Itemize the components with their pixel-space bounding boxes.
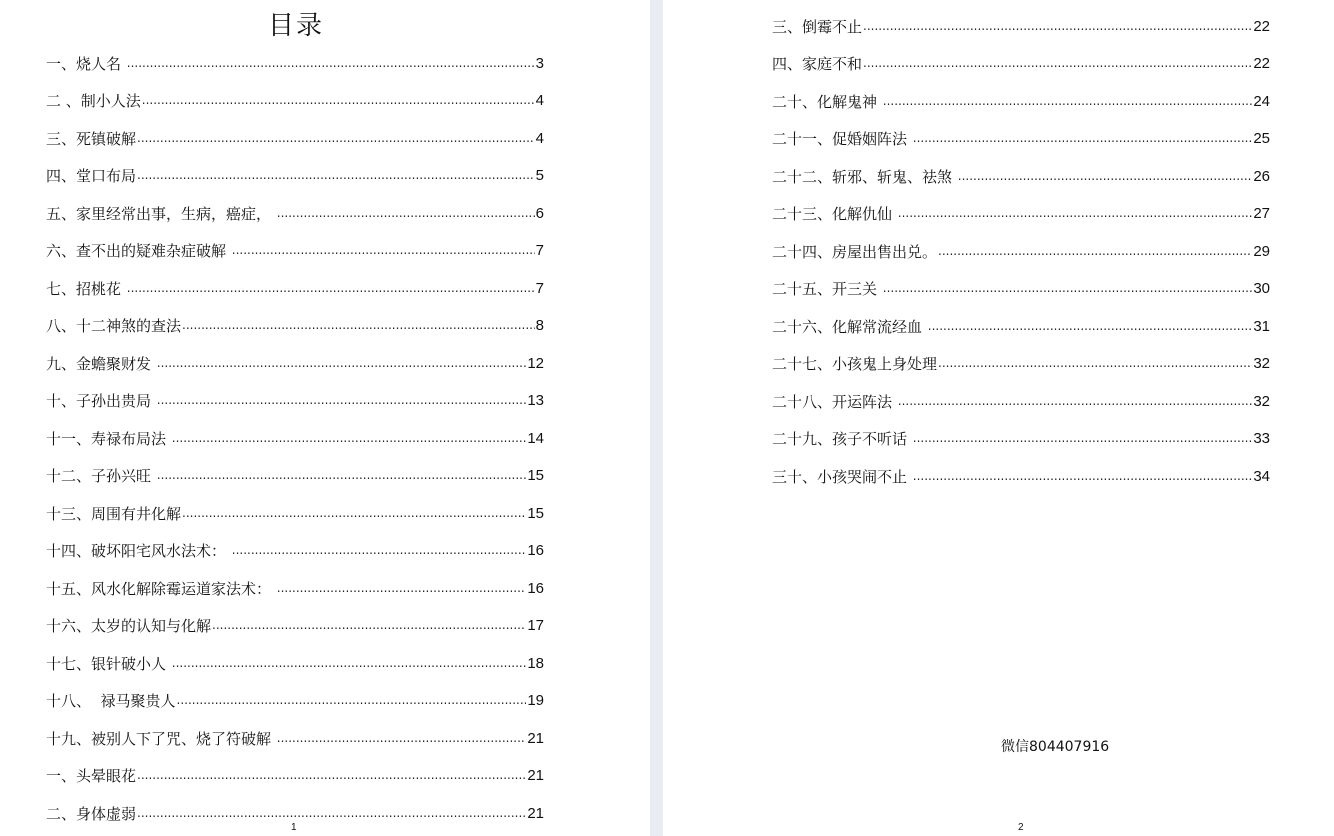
toc-entry[interactable]	[46, 75, 544, 113]
toc-entry-page: 16	[527, 579, 544, 597]
toc-leader-dots	[157, 466, 527, 484]
toc-entry-page: 22	[1253, 55, 1270, 72]
toc-entry[interactable]	[772, 300, 1270, 338]
toc-entry[interactable]	[772, 113, 1270, 151]
toc-entry[interactable]	[46, 375, 544, 413]
toc-entry-page: 4	[535, 92, 544, 109]
toc-entry-label: 二十七、小孩鬼上身处理	[772, 355, 938, 373]
toc-entry[interactable]	[46, 750, 544, 788]
toc-entry-page: 31	[1253, 317, 1270, 335]
toc-entry-label: 十八、 禄马聚贵人	[46, 692, 176, 710]
toc-leader-dots	[277, 204, 535, 222]
toc-entry-page: 19	[527, 692, 544, 709]
toc-leader-dots	[137, 129, 535, 147]
page-gutter	[650, 0, 663, 836]
toc-entry-page: 21	[527, 767, 544, 784]
toc-leader-dots	[883, 92, 1253, 110]
toc-entry[interactable]	[772, 263, 1270, 301]
toc-entry[interactable]	[46, 450, 544, 488]
toc-entry-page: 34	[1253, 467, 1270, 485]
toc-entry-label: 十五、风水化解除霉运道家法术：	[46, 579, 276, 598]
toc-entry-label: 二十六、化解常流经血	[772, 317, 927, 336]
toc-entry-page: 3	[535, 54, 544, 72]
toc-entry[interactable]	[46, 562, 544, 600]
toc-entry-page: 33	[1253, 430, 1270, 447]
toc-entry[interactable]	[772, 375, 1270, 413]
toc-entry[interactable]	[772, 225, 1270, 263]
toc-leader-dots	[182, 504, 526, 522]
toc-leader-dots	[863, 17, 1252, 35]
toc-entry-page: 7	[535, 242, 544, 259]
toc-leader-dots	[277, 729, 527, 747]
toc-entry-page: 24	[1253, 92, 1270, 110]
toc-leader-dots	[142, 91, 535, 109]
toc-entry-label: 三、倒霉不止	[772, 17, 863, 36]
toc-entry[interactable]	[46, 525, 544, 563]
toc-leader-dots	[883, 279, 1253, 297]
toc-entry-page: 16	[527, 542, 544, 559]
toc-leader-dots	[172, 654, 527, 672]
toc-entry-page: 4	[535, 129, 544, 147]
toc-leader-dots	[157, 354, 527, 372]
toc-leader-dots	[177, 691, 527, 709]
toc-leader-dots	[863, 54, 1252, 72]
toc-leader-dots	[277, 579, 527, 597]
toc-entry-label: 十二、子孙兴旺	[46, 467, 156, 485]
toc-entry[interactable]	[772, 38, 1270, 76]
page-number: 1	[291, 822, 297, 833]
toc-entry[interactable]	[46, 712, 544, 750]
toc-entry-page: 17	[527, 617, 544, 634]
toc-leader-dots	[898, 204, 1253, 222]
toc-entry-page: 7	[535, 279, 544, 297]
toc-entry[interactable]	[46, 187, 544, 225]
toc-entry-label: 九、金蟾聚财发	[46, 354, 156, 373]
toc-leader-dots	[913, 129, 1253, 147]
wechat-note: 微信804407916	[1001, 739, 1110, 755]
toc-entry-label: 二十二、斩邪、斩鬼、祛煞	[772, 167, 957, 186]
toc-entry[interactable]	[46, 787, 544, 825]
toc-entry[interactable]	[772, 0, 1270, 38]
toc-list-left	[46, 37, 544, 825]
toc-entry[interactable]	[46, 262, 544, 300]
toc-entry-label: 二 、制小人法	[46, 92, 141, 110]
toc-entry-label: 十七、银针破小人	[46, 654, 171, 673]
document-page-2	[663, 0, 1334, 836]
toc-entry[interactable]	[772, 188, 1270, 226]
toc-entry[interactable]	[772, 75, 1270, 113]
document-page-1	[0, 0, 650, 836]
toc-entry-label: 二十九、孩子不听话	[772, 430, 912, 448]
toc-entry[interactable]	[46, 337, 544, 375]
toc-entry[interactable]	[772, 338, 1270, 376]
toc-leader-dots	[212, 616, 526, 634]
toc-entry-label: 十四、破坏阳宅风水法术：	[46, 542, 231, 560]
toc-entry-label: 二、身体虚弱	[46, 804, 137, 823]
toc-leader-dots	[137, 804, 526, 822]
toc-entry-page: 27	[1253, 205, 1270, 222]
toc-entry-page: 18	[527, 654, 544, 672]
toc-entry[interactable]	[46, 637, 544, 675]
toc-entry[interactable]	[46, 112, 544, 150]
toc-entry-label: 三十、小孩哭闹不止	[772, 467, 912, 486]
toc-entry[interactable]	[46, 487, 544, 525]
toc-entry-label: 十一、寿禄布局法	[46, 429, 171, 448]
toc-entry-label: 四、堂口布局	[46, 167, 137, 185]
toc-leader-dots	[913, 467, 1253, 485]
toc-entry-label: 二十四、房屋出售出兑。	[772, 242, 938, 261]
toc-entry[interactable]	[772, 450, 1270, 488]
toc-entry[interactable]	[46, 225, 544, 263]
toc-leader-dots	[172, 429, 527, 447]
toc-entry-label: 四、家庭不和	[772, 55, 863, 73]
toc-entry[interactable]	[46, 300, 544, 338]
toc-entry-label: 八、十二神煞的查法	[46, 317, 182, 335]
toc-entry-label: 一、头晕眼花	[46, 767, 137, 785]
toc-entry-label: 七、招桃花	[46, 279, 126, 298]
toc-entry-label: 十、子孙出贵局	[46, 392, 156, 410]
toc-entry-page: 21	[527, 804, 544, 822]
toc-entry-label: 二十八、开运阵法	[772, 392, 897, 411]
toc-leader-dots	[182, 316, 535, 334]
toc-entry-page: 6	[535, 204, 544, 222]
toc-leader-dots	[127, 54, 535, 72]
toc-entry-label: 六、查不出的疑难杂症破解	[46, 242, 231, 260]
toc-entry-page: 29	[1253, 242, 1270, 260]
toc-entry[interactable]	[46, 37, 544, 75]
toc-entry-label: 三、死镇破解	[46, 129, 137, 148]
toc-entry-page: 15	[527, 504, 544, 522]
toc-entry[interactable]	[46, 600, 544, 638]
toc-entry-label: 五、家里经常出事，生病，癌症，	[46, 204, 276, 223]
toc-entry[interactable]	[46, 412, 544, 450]
toc-leader-dots	[938, 354, 1252, 372]
toc-leader-dots	[958, 167, 1253, 185]
toc-leader-dots	[127, 279, 535, 297]
toc-entry-label: 一、烧人名	[46, 54, 126, 73]
toc-entry[interactable]	[46, 675, 544, 713]
toc-list-right	[772, 0, 1270, 488]
toc-leader-dots	[137, 166, 535, 184]
toc-entry-page: 15	[527, 467, 544, 484]
toc-entry-label: 二十三、化解仇仙	[772, 205, 897, 223]
toc-leader-dots	[232, 541, 527, 559]
toc-entry-page: 30	[1253, 280, 1270, 297]
toc-entry-label: 二十、化解鬼神	[772, 92, 882, 111]
toc-entry-label: 十六、太岁的认知与化解	[46, 617, 212, 635]
toc-entry-label: 十三、周围有井化解	[46, 504, 182, 523]
toc-leader-dots	[137, 766, 526, 784]
toc-leader-dots	[938, 242, 1252, 260]
toc-entry[interactable]	[46, 150, 544, 188]
toc-leader-dots	[157, 391, 527, 409]
toc-entry-label: 二十五、开三关	[772, 280, 882, 298]
toc-leader-dots	[913, 429, 1253, 447]
toc-entry-page: 8	[535, 317, 544, 334]
toc-title: 目录	[267, 11, 324, 42]
toc-entry-page: 21	[527, 729, 544, 747]
toc-entry-page: 32	[1253, 355, 1270, 372]
toc-entry[interactable]	[772, 413, 1270, 451]
toc-entry-label: 二十一、促婚姻阵法	[772, 130, 912, 148]
toc-entry-page: 26	[1253, 167, 1270, 185]
toc-entry-page: 14	[527, 429, 544, 447]
toc-entry-page: 13	[527, 392, 544, 409]
toc-entry-page: 22	[1253, 17, 1270, 35]
toc-entry-label: 十九、被别人下了咒、烧了符破解	[46, 729, 276, 748]
toc-leader-dots	[898, 392, 1253, 410]
toc-leader-dots	[928, 317, 1253, 335]
toc-entry-page: 12	[527, 354, 544, 372]
toc-entry-page: 32	[1253, 392, 1270, 410]
page-number: 2	[1018, 822, 1024, 833]
toc-entry[interactable]	[772, 150, 1270, 188]
toc-entry-page: 5	[535, 167, 544, 184]
toc-leader-dots	[232, 241, 535, 259]
toc-entry-page: 25	[1253, 130, 1270, 147]
